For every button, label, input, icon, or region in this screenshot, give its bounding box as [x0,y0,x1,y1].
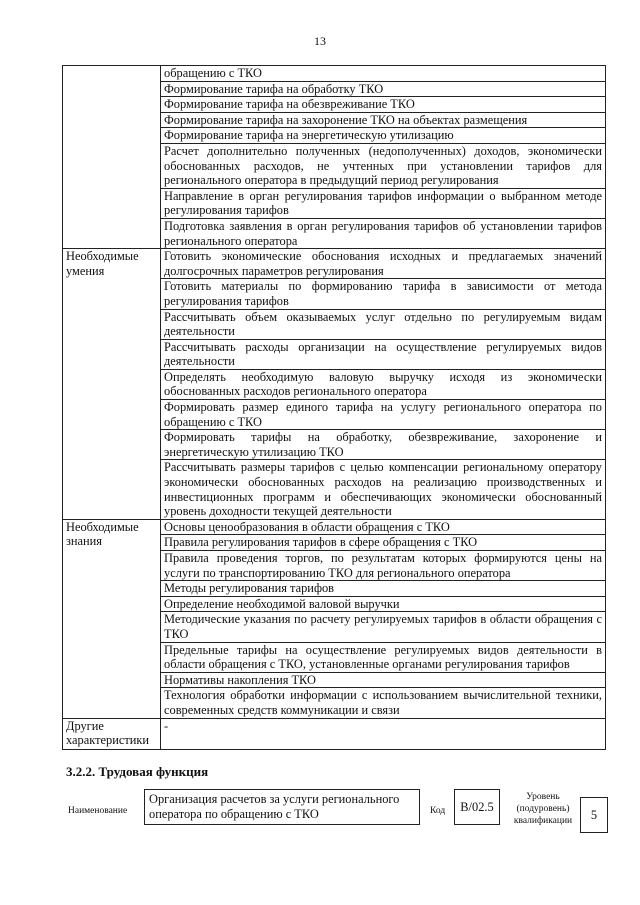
table-cell: обращению с ТКО [161,66,606,82]
level-field: 5 [580,797,608,833]
row-group-label: Необходимые умения [63,249,161,520]
table-cell: Формировать тарифы на обработку, обезвреживание, захоронение и энергетическую утилизацию ТКО [161,430,606,460]
table-cell: Правила проведения торгов, по результатам которых формируются цены на услуги по транспортированию ТКО для регионального оператора [161,551,606,581]
table-row [63,249,606,279]
row-group-label [63,66,161,249]
table-cell: Формирование тарифа на обезвреживание ТКО [161,97,606,113]
table-cell: Рассчитывать объем оказываемых услуг отдельно по регулируемым видам деятельности [161,309,606,339]
table-cell: Определять необходимую валовую выручку исходя из экономически обоснованных расходов регионального оператора [161,369,606,399]
table-row [63,66,606,82]
table-cell: Технология обработки информации с использованием вычислительной техники, современных средств коммуникации и связи [161,688,606,718]
row-group-label: Другие характеристики [63,718,161,749]
table-cell: - [161,718,606,749]
table-cell: Расчет дополнительно полученных (недополученных) доходов, экономически обоснованных расходов, не учтенных при установлении тарифов для регионального оператора в предыдущий период регулирования [161,143,606,188]
function-name-field: Организация расчетов за услуги регионального оператора по обращению с ТКО [144,789,420,825]
code-label: Код [430,806,446,816]
table-row [63,519,606,535]
page-number: 13 [314,34,326,48]
labor-function-header [64,789,610,849]
section-heading: 3.2.2. Трудовая функция [66,764,209,779]
row-group-label: Необходимые знания [63,519,161,718]
table-cell: Формирование тарифа на энергетическую утилизацию [161,128,606,144]
table-cell: Формировать размер единого тарифа на услугу регионального оператора по обращению с ТКО [161,400,606,430]
table-cell: Основы ценообразования в области обращения с ТКО [161,519,606,535]
table-row [63,718,606,749]
table-cell: Формирование тарифа на захоронение ТКО на объектах размещения [161,112,606,128]
table-cell: Методические указания по расчету регулируемых тарифов в области обращения с ТКО [161,612,606,642]
name-label: Наименование [68,806,128,816]
table-cell: Определение необходимой валовой выручки [161,596,606,612]
function-code-field: B/02.5 [454,789,500,825]
table-cell: Рассчитывать размеры тарифов с целью компенсации региональному оператору экономически обоснованных расходов на реализацию производственных и инвестиционных программ и обеспечивающих экономически обоснованный уровень доходности текущей деятельности [161,460,606,519]
table-cell: Готовить материалы по формированию тарифа в зависимости от метода регулирования тарифов [161,279,606,309]
table-cell: Нормативы накопления ТКО [161,672,606,688]
competency-table [62,65,606,750]
table-cell: Методы регулирования тарифов [161,581,606,597]
level-label: Уровень (подуровень) квалификации [513,792,573,826]
table-cell: Правила регулирования тарифов в сфере обращения с ТКО [161,535,606,551]
table-cell: Предельные тарифы на осуществление регулируемых видов деятельности в области обращения с ТКО, установленные органами регулирования тарифов [161,642,606,672]
table-cell: Формирование тарифа на обработку ТКО [161,81,606,97]
table-cell: Рассчитывать расходы организации на осуществление регулируемых видов деятельности [161,339,606,369]
table-cell: Подготовка заявления в орган регулирования тарифов об установлении тарифов регионального оператора [161,218,606,248]
table-cell: Направление в орган регулирования тарифов информации о выбранном методе регулирования тарифов [161,188,606,218]
table-cell: Готовить экономические обоснования исходных и предлагаемых значений долгосрочных параметров регулирования [161,249,606,279]
